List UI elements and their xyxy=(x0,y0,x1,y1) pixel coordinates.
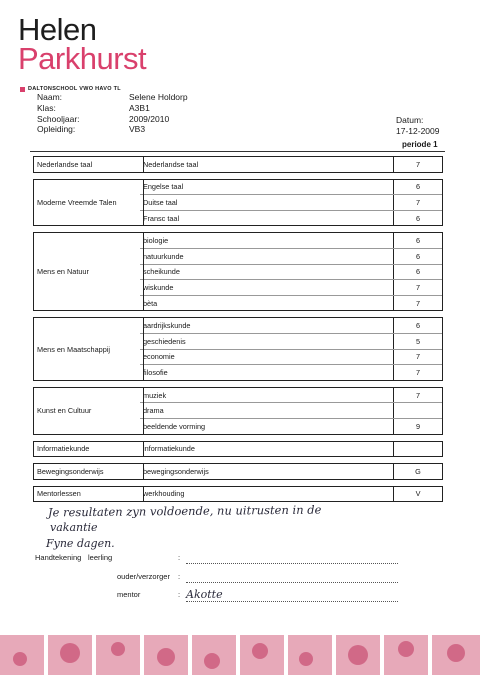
school-logo xyxy=(18,14,146,74)
subject-grade: 5 xyxy=(393,334,442,349)
opleiding-label: Opleiding: xyxy=(37,124,76,135)
periode-label: periode 1 xyxy=(402,140,438,149)
klas-value: A3B1 xyxy=(129,102,150,113)
subject-grade: 6 xyxy=(393,249,442,264)
grade-group xyxy=(33,387,443,435)
subject-name: Duitse taal xyxy=(143,197,178,207)
grade-group xyxy=(33,441,443,458)
grade-row xyxy=(140,349,442,365)
date-block xyxy=(396,115,439,137)
grade-group xyxy=(33,179,443,227)
subject-name: Engelse taal xyxy=(143,182,184,192)
subject-grade: V xyxy=(393,487,442,502)
subject-name: geschiedenis xyxy=(143,336,186,346)
schooljaar-label: Schooljaar: xyxy=(37,113,80,124)
grade-row xyxy=(140,364,442,380)
leerling-label: leerling xyxy=(88,553,113,562)
klas-label: Klas: xyxy=(37,102,56,113)
ouder-label: ouder/verzorger xyxy=(117,572,170,581)
mentor-label: mentor xyxy=(117,590,141,599)
grade-group xyxy=(33,317,443,380)
leerling-colon: : xyxy=(178,553,181,562)
subject-grade xyxy=(393,442,442,457)
grade-row xyxy=(140,194,442,210)
school-name-text: DALTONSCHOOL VWO HAVO TL xyxy=(28,86,121,92)
brand-square-icon xyxy=(20,87,25,92)
logo-text-parkhurst: Parkhurst xyxy=(18,41,147,76)
category-label: Mens en Natuur xyxy=(34,233,144,310)
handtekening-label: Handtekening xyxy=(35,553,82,562)
mentor-signature: Akotte xyxy=(186,588,223,601)
subject-grade: G xyxy=(393,464,442,479)
subject-grade: 6 xyxy=(393,233,442,248)
header-divider xyxy=(30,151,445,152)
photo-strip-decoration xyxy=(0,631,480,677)
subject-name: filosofie xyxy=(143,367,168,377)
grades-grid xyxy=(33,156,443,508)
subject-grade: 7 xyxy=(393,350,442,365)
category-label: Nederlandse taal xyxy=(34,157,144,172)
subject-grade: 7 xyxy=(393,296,442,311)
grade-row xyxy=(140,333,442,349)
subject-grade xyxy=(393,403,442,418)
category-label: Mens en Maatschappij xyxy=(34,318,144,379)
mentor-colon: : xyxy=(178,590,181,599)
grade-row xyxy=(140,318,442,333)
logo-text-helen: Helen xyxy=(18,12,97,47)
grade-row xyxy=(140,402,442,418)
comment-line-2: vakantie xyxy=(50,521,98,534)
grade-row xyxy=(140,210,442,226)
grade-group xyxy=(33,232,443,311)
subject-name: bewegingsonderwijs xyxy=(143,466,209,476)
grade-row xyxy=(140,157,442,172)
grade-row xyxy=(140,264,442,280)
grade-row xyxy=(140,487,442,502)
subject-name: werkhouding xyxy=(143,489,185,499)
subject-name: informatiekunde xyxy=(143,444,195,454)
grade-row xyxy=(140,418,442,434)
subject-name: drama xyxy=(143,406,164,416)
ouder-signature-line[interactable] xyxy=(186,582,398,583)
student-info xyxy=(37,92,188,135)
subject-name: bèta xyxy=(143,298,158,308)
subject-grade: 7 xyxy=(393,195,442,210)
naam-value: Selene Holdorp xyxy=(129,92,188,102)
subject-grade: 7 xyxy=(393,365,442,380)
category-label: Kunst en Cultuur xyxy=(34,388,144,434)
subject-name: Fransc taal xyxy=(143,213,180,223)
grade-row xyxy=(140,279,442,295)
subject-grade: 6 xyxy=(393,211,442,226)
datum-value: 17-12-2009 xyxy=(396,125,440,136)
category-label: Bewegingsonderwijs xyxy=(34,464,144,479)
subject-name: natuurkunde xyxy=(143,251,184,261)
comment-line-3: Fyne dagen. xyxy=(46,537,115,550)
subject-grade: 7 xyxy=(393,388,442,403)
category-label: Informatiekunde xyxy=(34,442,144,457)
grade-row xyxy=(140,388,442,403)
subject-name: Nederlandse taal xyxy=(143,159,199,169)
datum-label: Datum: xyxy=(396,115,424,125)
subject-name: beeldende vorming xyxy=(143,421,206,431)
comment-line-1: Je resultaten zyn voldoende, nu uitrusten in de xyxy=(47,502,322,520)
grade-group xyxy=(33,486,443,503)
mentor-signature-line[interactable] xyxy=(186,601,398,602)
subject-name: aardrijkskunde xyxy=(143,321,191,331)
grade-row xyxy=(140,442,442,457)
grade-row xyxy=(140,180,442,195)
grade-row xyxy=(140,295,442,311)
grade-group xyxy=(33,463,443,480)
ouder-colon: : xyxy=(178,572,181,581)
schooljaar-value: 2009/2010 xyxy=(129,113,170,124)
subject-name: muziek xyxy=(143,390,167,400)
opleiding-value: VB3 xyxy=(129,124,146,135)
leerling-signature-line[interactable] xyxy=(186,563,398,564)
grade-row xyxy=(140,248,442,264)
subject-grade: 6 xyxy=(393,180,442,195)
grade-row xyxy=(140,464,442,479)
grade-row xyxy=(140,233,442,248)
category-label: Mentorlessen xyxy=(34,487,144,502)
grade-group xyxy=(33,156,443,173)
subject-grade: 9 xyxy=(393,419,442,434)
subject-name: scheikunde xyxy=(143,267,180,277)
category-label: Moderne Vreemde Talen xyxy=(34,180,144,226)
subject-name: economie xyxy=(143,352,175,362)
naam-label: Naam: xyxy=(37,92,63,102)
subject-grade: 6 xyxy=(393,318,442,333)
subject-grade: 7 xyxy=(393,280,442,295)
subject-grade: 6 xyxy=(393,265,442,280)
subject-name: biologie xyxy=(143,236,169,246)
subject-grade: 7 xyxy=(393,157,442,172)
subject-name: wiskunde xyxy=(143,282,174,292)
